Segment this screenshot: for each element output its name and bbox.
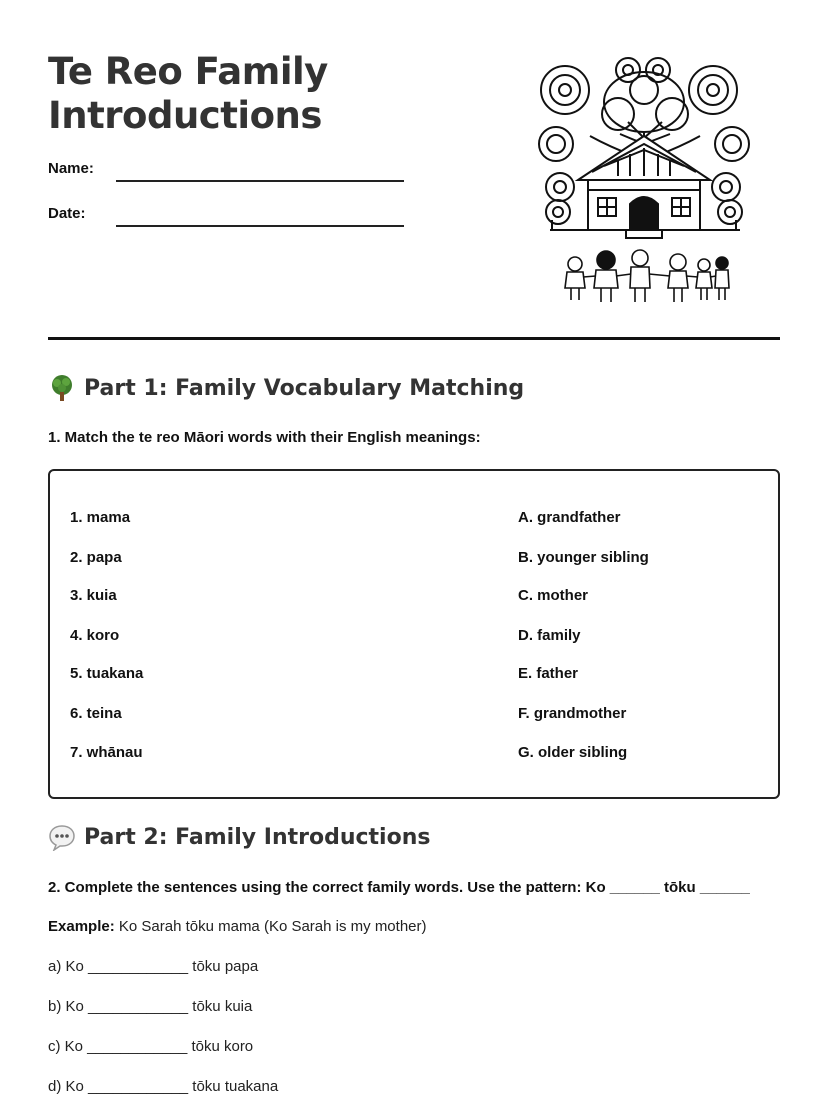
header-divider — [48, 337, 780, 340]
fill-in-sentence[interactable]: a) Ko ____________ tōku papa — [48, 958, 259, 975]
wharenui-family-illustration — [530, 52, 760, 314]
tree-icon — [48, 374, 76, 402]
english-meaning: C. mother — [518, 587, 589, 604]
english-meaning: A. grandfather — [518, 509, 621, 526]
page-title — [48, 50, 328, 138]
fill-in-sentence[interactable]: b) Ko ____________ tōku kuia — [48, 998, 253, 1015]
part1-heading — [48, 374, 524, 402]
part2-question: 2. Complete the sentences using the correct family words. Use the pattern: Ko ______ tōku ______ — [48, 879, 750, 896]
example-text: Ko Sarah tōku mama (Ko Sarah is my mother) — [118, 918, 427, 935]
maori-word: 2. papa — [70, 549, 122, 566]
english-meaning: F. grandmother — [518, 705, 627, 722]
speech-bubble-icon — [48, 823, 76, 851]
part1-question: 1. Match the te reo Māori words with their English meanings: — [48, 429, 481, 446]
date-field[interactable] — [116, 225, 404, 227]
maori-word: 6. teina — [70, 705, 122, 722]
english-meaning: D. family — [518, 627, 581, 644]
maori-word: 4. koro — [70, 627, 120, 644]
title-line-2: Introductions — [48, 94, 322, 137]
part1-heading-text: Part 1: Family Vocabulary Matching — [84, 375, 525, 401]
example-label: Example: — [48, 918, 115, 935]
date-label: Date: — [48, 205, 86, 222]
matching-box — [48, 469, 780, 799]
english-meaning: G. older sibling — [518, 744, 628, 761]
english-meaning: E. father — [518, 665, 579, 682]
fill-in-sentence[interactable]: c) Ko ____________ tōku koro — [48, 1038, 254, 1055]
maori-word: 5. tuakana — [70, 665, 144, 682]
english-meaning: B. younger sibling — [518, 549, 649, 566]
title-line-1: Te Reo Family — [48, 50, 328, 93]
part2-heading-text: Part 2: Family Introductions — [84, 824, 431, 850]
maori-word: 3. kuia — [70, 587, 117, 604]
name-label: Name: — [48, 160, 94, 177]
maori-word: 1. mama — [70, 509, 131, 526]
part2-heading — [48, 823, 430, 851]
name-field[interactable] — [116, 180, 404, 182]
example-sentence — [48, 918, 427, 935]
maori-word: 7. whānau — [70, 744, 143, 761]
fill-in-sentence[interactable]: d) Ko ____________ tōku tuakana — [48, 1078, 279, 1095]
